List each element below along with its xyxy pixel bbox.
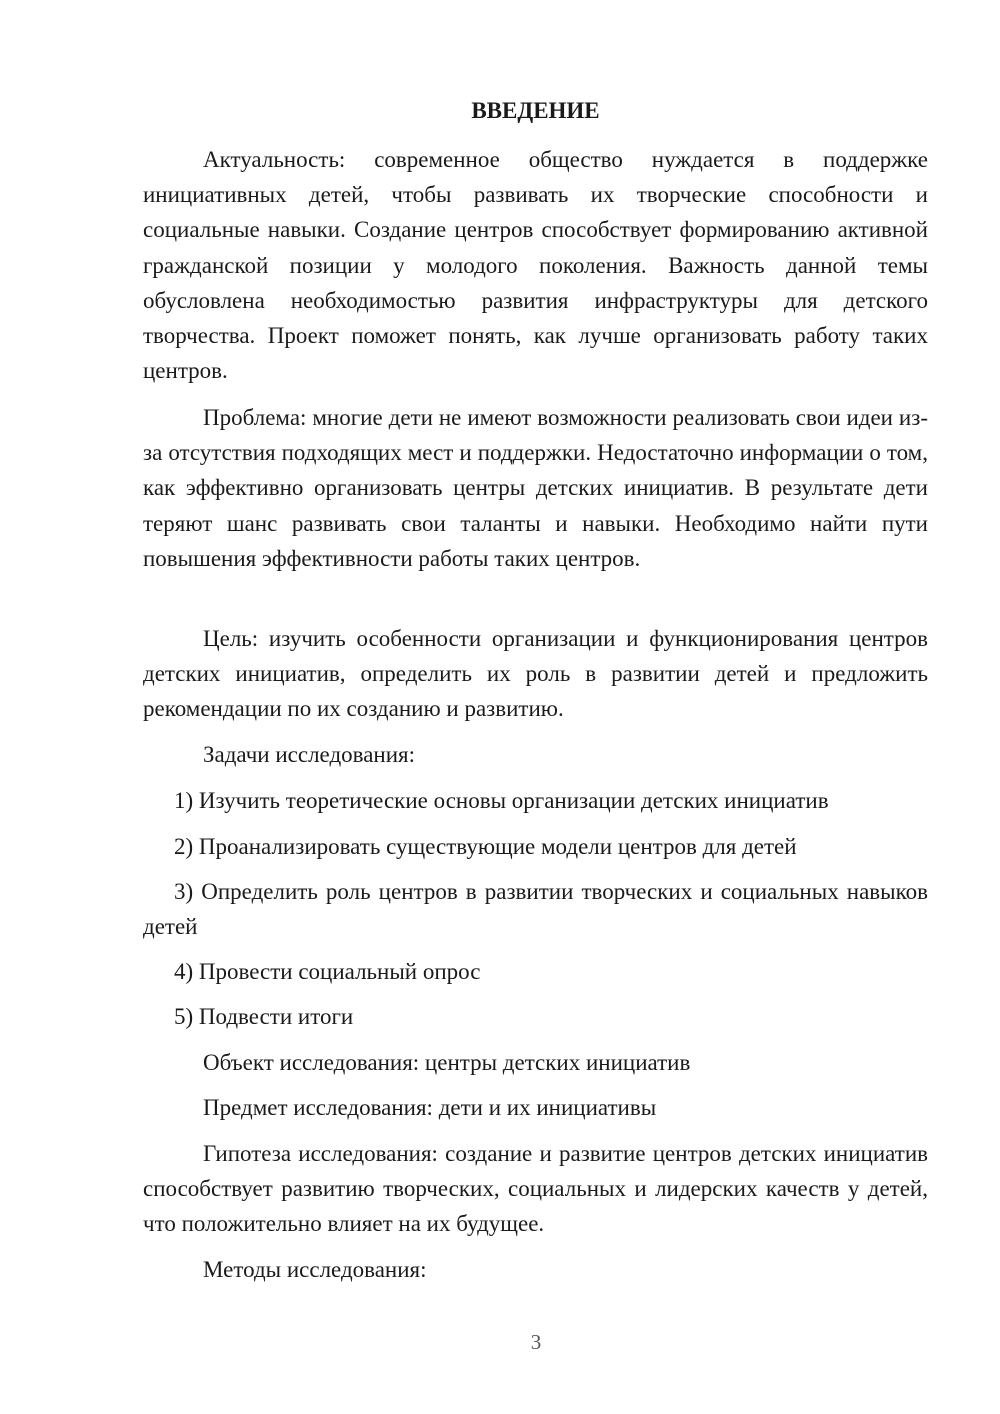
goal-paragraph: Цель: изучить особенности организации и функционирования центров детских инициатив, определить их роль в развитии детей и предложить рекомендации по их созданию и развитию. xyxy=(143,626,928,722)
task-item-3: 3) Определить роль центров в развитии творческих и социальных навыков детей xyxy=(143,879,928,940)
task-item-4: 4) Провести социальный опрос xyxy=(174,959,481,984)
methods-heading: Методы исследования: xyxy=(203,1257,427,1282)
relevance-paragraph: Актуальность: современное общество нуждается в поддержке инициативных детей, чтобы развивать их творческие способности и социальные навыки. Создание центров способствует формированию активной гражданской позиции у молодого поколения. Важность данной темы обусловлена необходимостью развития инфраструктуры для детского творчества. Проект поможет понять, как лучше организовать работу таких центров. xyxy=(143,147,928,384)
task-item-1: 1) Изучить теоретические основы организации детских инициатив xyxy=(174,788,829,813)
object-paragraph: Объект исследования: центры детских инициатив xyxy=(203,1050,691,1075)
section-title: ВВЕДЕНИЕ xyxy=(471,98,600,123)
task-item-2: 2) Проанализировать существующие модели центров для детей xyxy=(174,834,797,859)
tasks-heading: Задачи исследования: xyxy=(203,742,416,767)
subject-paragraph: Предмет исследования: дети и их инициативы xyxy=(203,1095,657,1120)
task-item-5: 5) Подвести итоги xyxy=(174,1004,354,1029)
hypothesis-paragraph: Гипотеза исследования: создание и развитие центров детских инициатив способствует развитию творческих, социальных и лидерских качеств у детей, что положительно влияет на их будущее. xyxy=(143,1141,928,1237)
problem-paragraph: Проблема: многие дети не имеют возможности реализовать свои идеи из-за отсутствия подходящих мест и поддержки. Недостаточно информации о том, как эффективно организовать центры детских инициатив. В результате дети теряют шанс развивать свои таланты и навыки. Необходимо найти пути повышения эффективности работы таких центров. xyxy=(143,405,928,571)
page-number: 3 xyxy=(530,1330,542,1354)
